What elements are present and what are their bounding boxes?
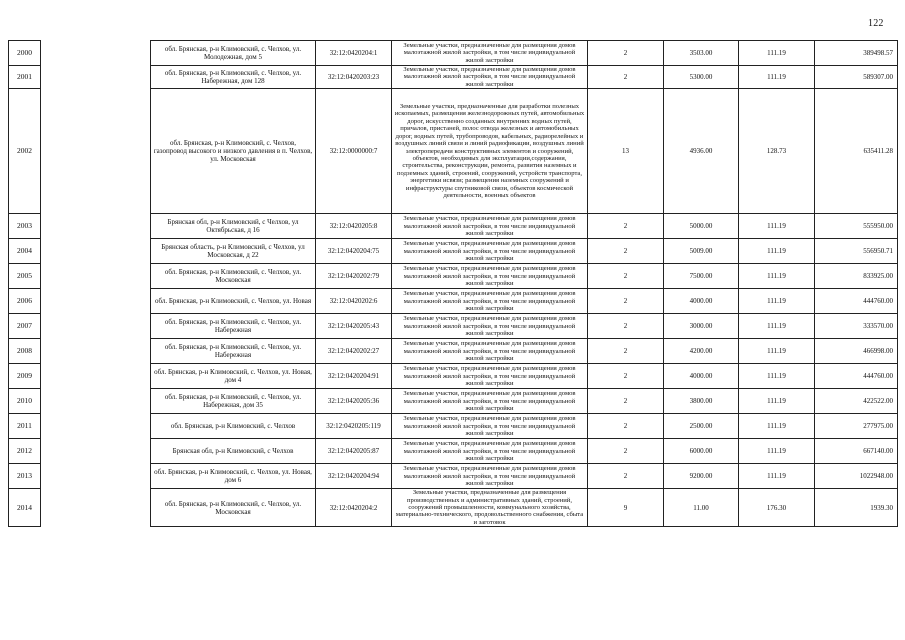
table-row [9,214,898,239]
row-number-cell: 2007 [9,314,41,339]
cadastral-value-cell: 556950.71 [815,239,898,264]
address-cell: обл. Брянская, р-н Климовский, с. Челхов, ул. Набережная, дом 128 [151,66,316,89]
cadastral-number-cell: 32:12:0420204:1 [316,41,392,66]
land-use-group-cell: 2 [588,214,664,239]
specific-value-cell: 111.19 [739,364,815,389]
spacer-cell [41,389,151,414]
specific-value-cell: 111.19 [739,339,815,364]
table-row [9,439,898,464]
land-use-purpose-cell: Земельные участки, предназначенные для размещения домов малоэтажной жилой застройки, в том числе индивидуальной жилой застройки [392,314,588,339]
cadastral-value-cell: 635411.28 [815,89,898,214]
cadastral-value-cell: 444760.00 [815,289,898,314]
address-cell: обл. Брянская, р-н Климовский, с. Челхов, ул. Московская [151,264,316,289]
row-number-cell: 2003 [9,214,41,239]
land-use-purpose-cell: Земельные участки, предназначенные для размещения домов малоэтажной жилой застройки, в том числе индивидуальной жилой застройки [392,364,588,389]
row-number-cell: 2009 [9,364,41,389]
area-cell: 3000.00 [664,314,739,339]
land-use-purpose-cell: Земельные участки, предназначенные для размещения производственных и административных зданий, строений, сооружений промышленности, коммунального хозяйства, материально-технического, продовольственного снабжения, сбыта и заготовок [392,489,588,527]
specific-value-cell: 111.19 [739,389,815,414]
land-use-purpose-cell: Земельные участки, предназначенные для размещения домов малоэтажной жилой застройки, в том числе индивидуальной жилой застройки [392,66,588,89]
cadastral-number-cell: 32:12:0420204:2 [316,489,392,527]
cadastral-value-cell: 277975.00 [815,414,898,439]
address-cell: обл. Брянская, р-н Климовский, с. Челхов, ул. Новая, дом 6 [151,464,316,489]
area-cell: 5300.00 [664,66,739,89]
land-use-purpose-cell: Земельные участки, предназначенные для размещения домов малоэтажной жилой застройки, в том числе индивидуальной жилой застройки [392,339,588,364]
area-cell: 9200.00 [664,464,739,489]
cadastral-number-cell: 32:12:0420202:79 [316,264,392,289]
land-use-purpose-cell: Земельные участки, предназначенные для размещения домов малоэтажной жилой застройки, в том числе индивидуальной жилой застройки [392,439,588,464]
land-use-group-cell: 2 [588,389,664,414]
cadastral-value-cell: 833925.00 [815,264,898,289]
area-cell: 3503.00 [664,41,739,66]
specific-value-cell: 111.19 [739,264,815,289]
specific-value-cell: 111.19 [739,314,815,339]
address-cell: Брянская область, р-н Климовский, с Челхов, ул Московская, д 22 [151,239,316,264]
area-cell: 3800.00 [664,389,739,414]
spacer-cell [41,364,151,389]
area-cell: 4200.00 [664,339,739,364]
cadastral-number-cell: 32:12:0420204:91 [316,364,392,389]
address-cell: обл. Брянская, р-н Климовский, с. Челхов, ул. Набережная [151,314,316,339]
land-use-group-cell: 2 [588,364,664,389]
row-number-cell: 2012 [9,439,41,464]
specific-value-cell: 111.19 [739,41,815,66]
land-use-purpose-cell: Земельные участки, предназначенные для размещения домов малоэтажной жилой застройки, в том числе индивидуальной жилой застройки [392,239,588,264]
address-cell: обл. Брянская, р-н Климовский, с. Челхов, ул. Набережная [151,339,316,364]
cadastral-value-cell: 466998.00 [815,339,898,364]
specific-value-cell: 176.30 [739,489,815,527]
row-number-cell: 2005 [9,264,41,289]
table-row [9,489,898,527]
cadastral-number-cell: 32:12:0420202:27 [316,339,392,364]
row-number-cell: 2000 [9,41,41,66]
spacer-cell [41,339,151,364]
cadastral-value-cell: 555950.00 [815,214,898,239]
area-cell: 2500.00 [664,414,739,439]
land-use-purpose-cell: Земельные участки, предназначенные для размещения домов малоэтажной жилой застройки, в том числе индивидуальной жилой застройки [392,289,588,314]
land-use-group-cell: 2 [588,41,664,66]
cadastral-value-cell: 389498.57 [815,41,898,66]
row-number-cell: 2011 [9,414,41,439]
table-row [9,264,898,289]
table-row [9,289,898,314]
table-row [9,414,898,439]
cadastral-number-cell: 32:12:0420205:87 [316,439,392,464]
land-use-group-cell: 2 [588,264,664,289]
spacer-cell [41,314,151,339]
table-row [9,339,898,364]
land-use-purpose-cell: Земельные участки, предназначенные для размещения домов малоэтажной жилой застройки, в том числе индивидуальной жилой застройки [392,41,588,66]
land-use-purpose-cell: Земельные участки, предназначенные для размещения домов малоэтажной жилой застройки, в том числе индивидуальной жилой застройки [392,389,588,414]
row-number-cell: 2008 [9,339,41,364]
cadastral-value-cell: 589307.00 [815,66,898,89]
row-number-cell: 2006 [9,289,41,314]
area-cell: 4000.00 [664,289,739,314]
spacer-cell [41,214,151,239]
cadastral-number-cell: 32:12:0420202:6 [316,289,392,314]
page-number: 122 [868,18,884,29]
row-number-cell: 2002 [9,89,41,214]
specific-value-cell: 111.19 [739,66,815,89]
cadastral-number-cell: 32:12:0420205:36 [316,389,392,414]
cadastral-number-cell: 32:12:0420204:94 [316,464,392,489]
cadastral-value-cell: 444760.00 [815,364,898,389]
cadastral-value-cell: 333570.00 [815,314,898,339]
cadastral-number-cell: 32:12:0420205:43 [316,314,392,339]
cadastral-number-cell: 32:12:0000000:7 [316,89,392,214]
row-number-cell: 2014 [9,489,41,527]
table-row [9,314,898,339]
land-use-group-cell: 2 [588,339,664,364]
address-cell: Брянская обл, р-н Климовский, с Челхов [151,439,316,464]
land-use-group-cell: 2 [588,414,664,439]
land-use-group-cell: 2 [588,289,664,314]
area-cell: 5000.00 [664,214,739,239]
row-number-cell: 2004 [9,239,41,264]
specific-value-cell: 111.19 [739,439,815,464]
table-row [9,464,898,489]
row-number-cell: 2010 [9,389,41,414]
area-cell: 7500.00 [664,264,739,289]
address-cell: Брянская обл, р-н Климовский, с Челхов, ул Октябрьская, д 16 [151,214,316,239]
spacer-cell [41,464,151,489]
spacer-cell [41,489,151,527]
spacer-cell [41,289,151,314]
address-cell: обл. Брянская, р-н Климовский, с. Челхов, ул. Набережная, дом 35 [151,389,316,414]
address-cell: обл. Брянская, р-н Климовский, с. Челхов, ул. Молодежная, дом 5 [151,41,316,66]
address-cell: обл. Брянская, р-н Климовский, с. Челхов, ул. Новая, дом 4 [151,364,316,389]
land-use-group-cell: 2 [588,439,664,464]
table-row [9,66,898,89]
cadastral-number-cell: 32:12:0420205:8 [316,214,392,239]
land-use-group-cell: 9 [588,489,664,527]
cadastral-value-cell: 1022948.00 [815,464,898,489]
specific-value-cell: 111.19 [739,239,815,264]
spacer-cell [41,89,151,214]
land-use-purpose-cell: Земельные участки, предназначенные для размещения домов малоэтажной жилой застройки, в том числе индивидуальной жилой застройки [392,464,588,489]
row-number-cell: 2001 [9,66,41,89]
table-row [9,389,898,414]
land-use-purpose-cell: Земельные участки, предназначенные для размещения домов малоэтажной жилой застройки, в том числе индивидуальной жилой застройки [392,414,588,439]
cadastral-value-cell: 422522.00 [815,389,898,414]
land-use-group-cell: 2 [588,239,664,264]
cadastral-value-cell: 1939.30 [815,489,898,527]
spacer-cell [41,41,151,66]
address-cell: обл. Брянская, р-н Климовский, с. Челхов, ул. Новая [151,289,316,314]
area-cell: 6000.00 [664,439,739,464]
table-row [9,239,898,264]
area-cell: 4000.00 [664,364,739,389]
spacer-cell [41,414,151,439]
table-row [9,89,898,214]
specific-value-cell: 111.19 [739,414,815,439]
address-cell: обл. Брянская, р-н Климовский, с. Челхов, газопровод высокого и низкого давления в п. Челхов, ул. Московская [151,89,316,214]
address-cell: обл. Брянская, р-н Климовский, с. Челхов, ул. Московская [151,489,316,527]
specific-value-cell: 111.19 [739,214,815,239]
spacer-cell [41,264,151,289]
spacer-cell [41,66,151,89]
specific-value-cell: 111.19 [739,464,815,489]
land-use-group-cell: 2 [588,314,664,339]
cadastral-number-cell: 32:12:0420203:23 [316,66,392,89]
spacer-cell [41,239,151,264]
land-use-group-cell: 2 [588,66,664,89]
land-use-group-cell: 13 [588,89,664,214]
area-cell: 4936.00 [664,89,739,214]
cadastral-number-cell: 32:12:0420204:75 [316,239,392,264]
cadastral-value-cell: 667140.00 [815,439,898,464]
area-cell: 11.00 [664,489,739,527]
cadastral-value-table [8,40,898,527]
row-number-cell: 2013 [9,464,41,489]
cadastral-number-cell: 32:12:0420205:119 [316,414,392,439]
table-row [9,41,898,66]
land-use-group-cell: 2 [588,464,664,489]
specific-value-cell: 128.73 [739,89,815,214]
area-cell: 5009.00 [664,239,739,264]
land-use-purpose-cell: Земельные участки, предназначенные для разработки полезных ископаемых, размещения железнодорожных путей, автомобильных дорог, искусственно созданных внутренних водных путей, причалов, пристаней, полос отвода железных и автомобильных дорог, водных путей, трубопроводов, кабельных, радиорелейных и воздушных линий связи и линий радиофикации, воздушных линий электропередачи конструктивных элементов и сооружений, объектов, необходимых для эксплуатации,содержания, строительства, реконструкции, ремонта, развития наземных и подземных зданий, строений, сооружений, устройств транспорта, энергетики исвязи; размещения наземных сооружений и инфраструктуры спутниковой связи, объектов космической деятельности, военных объектов [392,89,588,214]
address-cell: обл. Брянская, р-н Климовский, с. Челхов [151,414,316,439]
specific-value-cell: 111.19 [739,289,815,314]
land-use-purpose-cell: Земельные участки, предназначенные для размещения домов малоэтажной жилой застройки, в том числе индивидуальной жилой застройки [392,214,588,239]
land-use-purpose-cell: Земельные участки, предназначенные для размещения домов малоэтажной жилой застройки, в том числе индивидуальной жилой застройки [392,264,588,289]
spacer-cell [41,439,151,464]
table-row [9,364,898,389]
